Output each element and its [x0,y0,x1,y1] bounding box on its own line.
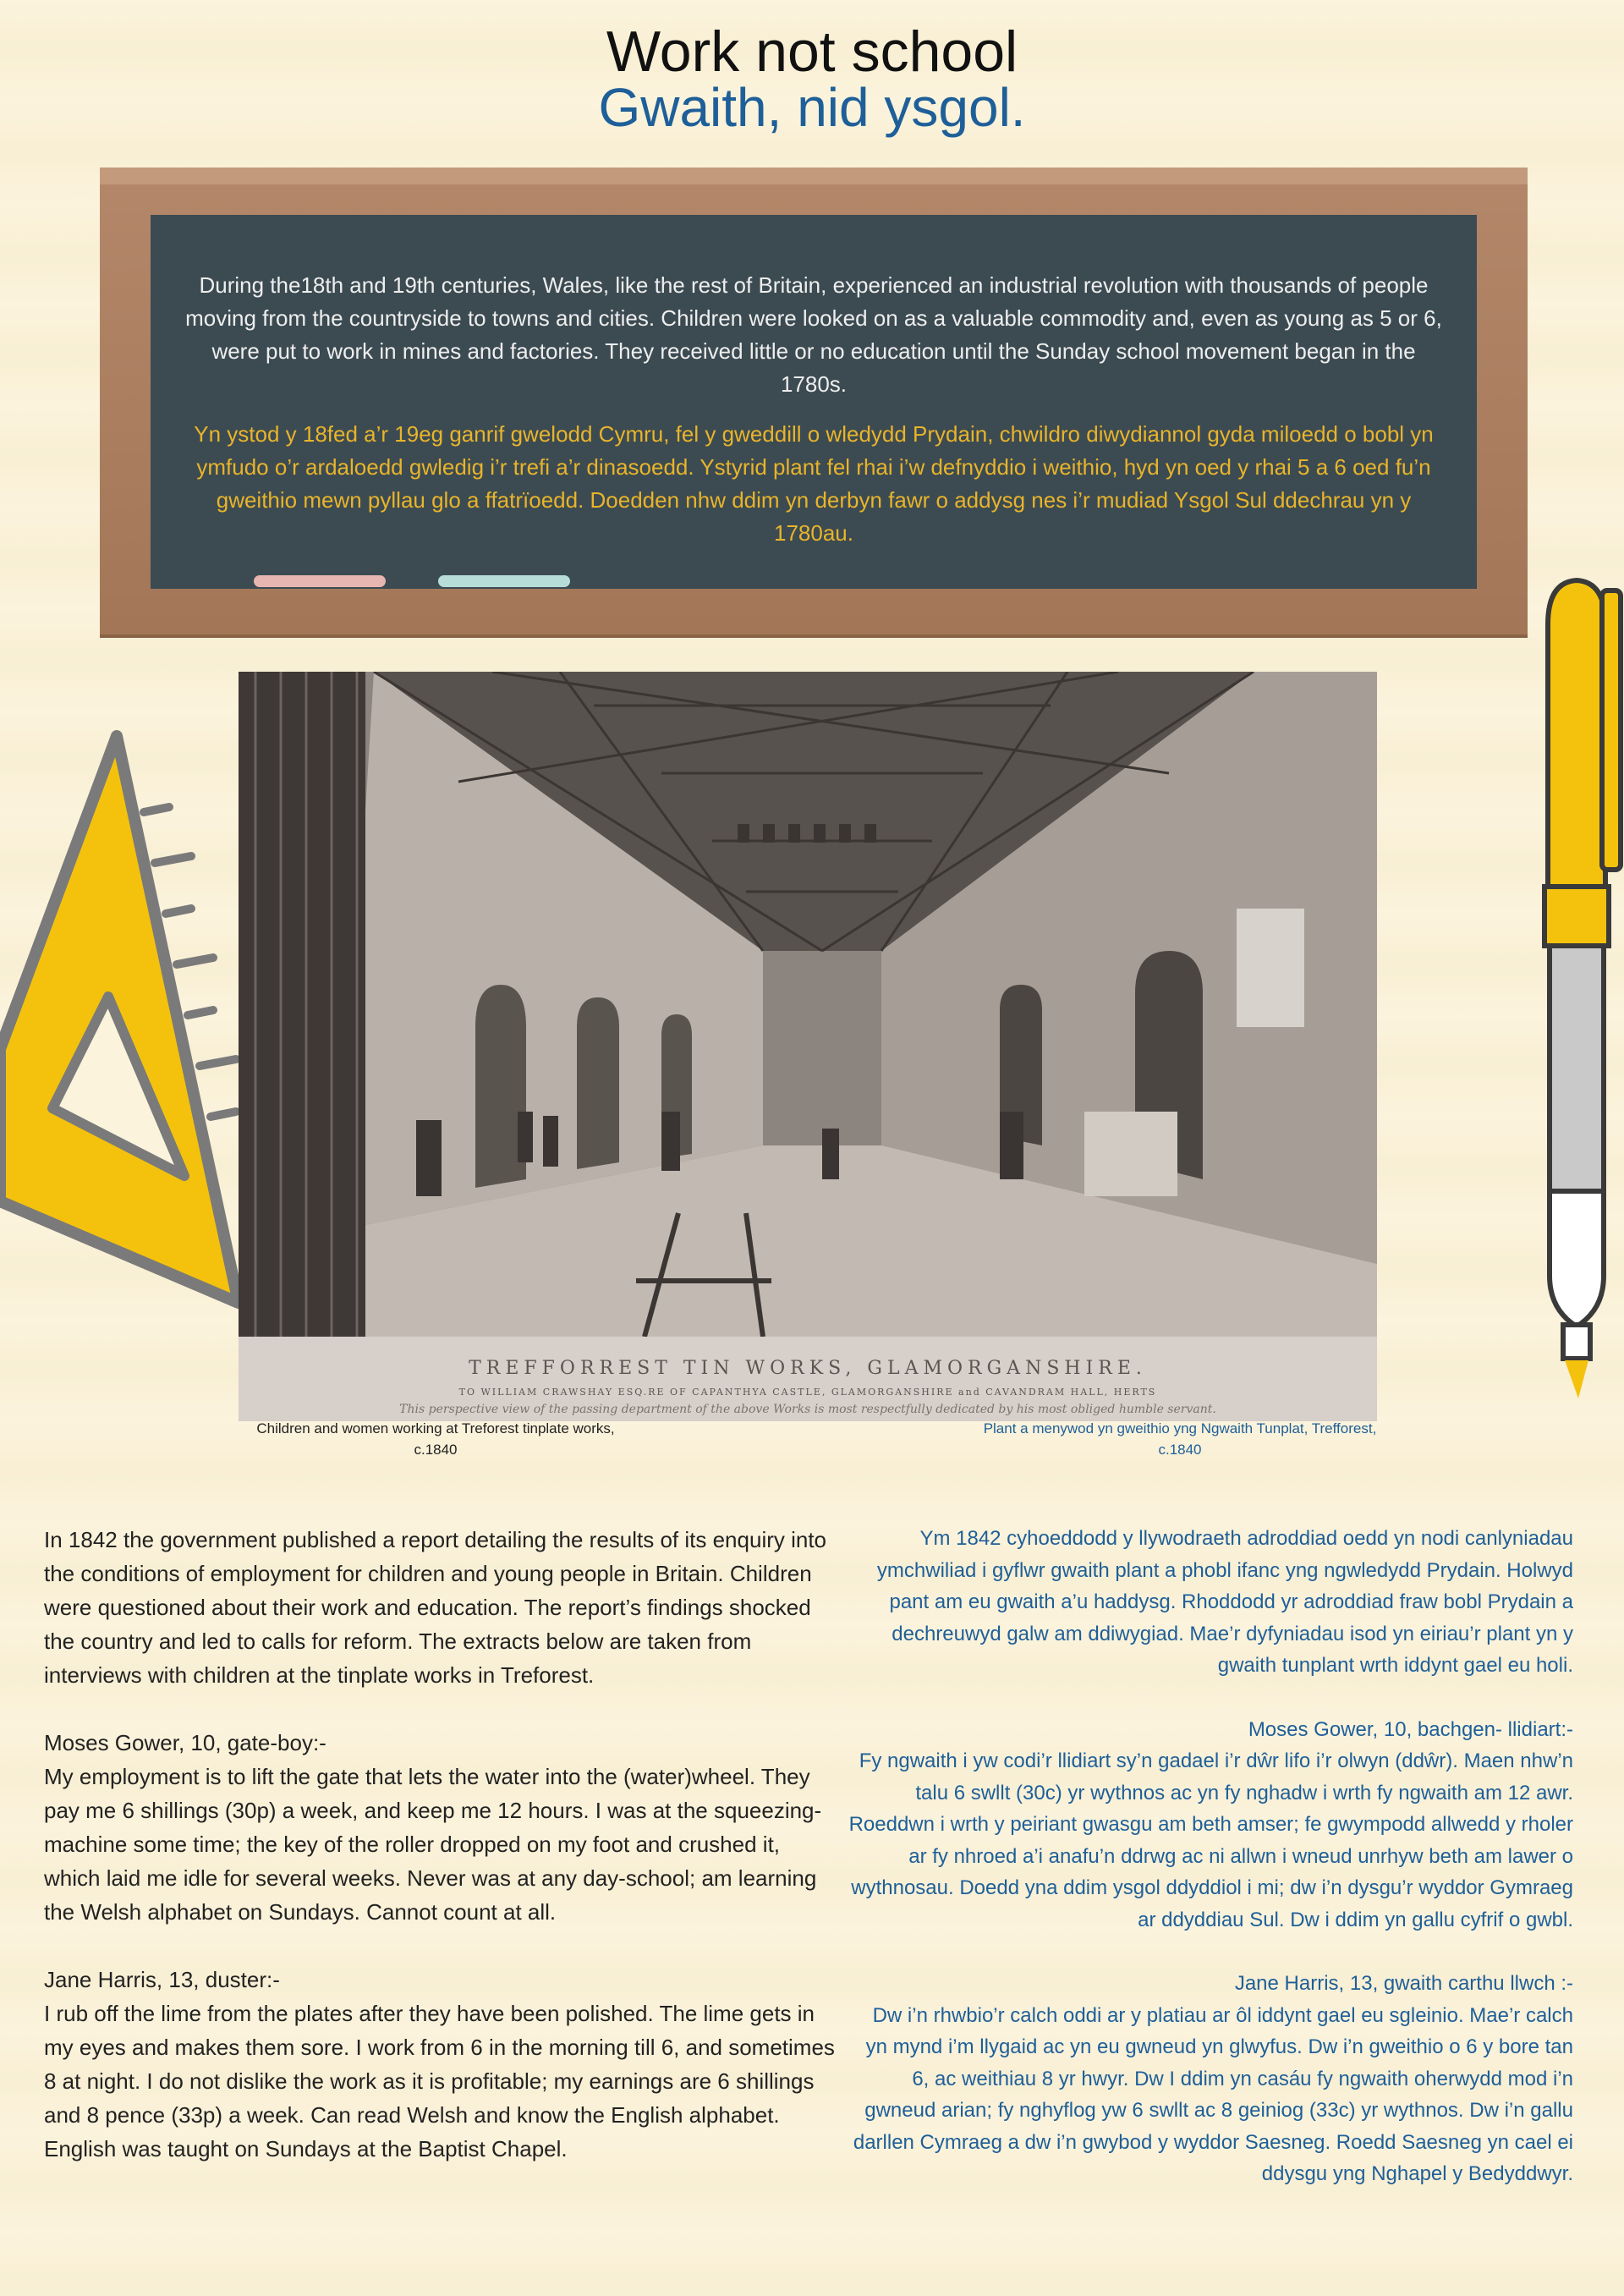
pink-chalk-decoration [254,575,386,587]
welsh-moses-heading: Moses Gower, 10, bachgen- llidiart:- [1248,1717,1573,1741]
blackboard-frame [100,168,1528,634]
blackboard-text-english: During the18th and 19th centuries, Wales, like the rest of Britain, experienced an industrial revolution with thousands of people moving from the countryside to towns and cities. Children were looked on as a valuable commodity and, even as young as 5 or 6, were put to work in mines and factories. They received little or no education until the Sunday school movement began in the 1780s. [185,272,1442,397]
factory-interior-illustration [239,672,1377,1337]
image-caption-welsh: Plant a menywod yn gweithio yng Ngwaith Tunplat, Trefforest, c.1840 [983,1420,1377,1458]
blue-chalk-decoration [438,575,570,587]
welsh-intro: Ym 1842 cyhoeddodd y llywodraeth adroddiad oedd yn nodi canlyniadau ymchwiliad i gyflwr gwaith plant a phobl ifanc yng ngwledydd Prydain. Holwyd pant am eu gwaith a’u haddysg. Rhoddodd yr adroddiad fraw bobl Prydain a dechreuwyd galw am ddiwygiad. Mae’r dyfyniadau isod yn eiriau’r plant yn y gwaith tunplant wrth iddynt gael eu holi. [876,1527,1573,1677]
english-intro: In 1842 the government published a report detailing the results of its enquiry into the conditions of employment for children and young people in Britain. Children were questioned about their work and education. The report’s findings shocked the country and led to calls for reform. The extracts below are taken from interviews with children at the tinplate works in Treforest. [44,1527,827,1688]
welsh-moses-text: Fy ngwaith i yw codi’r llidiart sy’n gadael i’r dŵr lifo i’r olwyn (ddŵr). Maen nhw’n talu 6 swllt (30c) yr wythnos ac yn fy nghadw i wrth fy ngwaith am 12 awr. Roeddwn i wrth y peiriant gwasgu am beth amser; fe gwympodd allwedd y rholer ar fy nhroed a’i anafu’n ddrwg ac ni allwn i wneud unrhyw beth am lawer o wythnosau. Doedd yna ddim ysgol ddyddiol i mi; dw i’n dysgu’r wyddor Gymraeg ar ddyddiau Sul. Dw i ddim yn gallu cyfrif o gwbl. [848,1749,1573,1931]
engraving-dedication: TO WILLIAM CRAWSHAY ESQ.RE OF CAPANTHYA CASTLE, GLAMORGANSHIRE and CAVANDRAM HALL, HERTS [458,1387,1157,1398]
english-column [44,1523,835,2166]
english-jane-heading: Jane Harris, 13, duster:- [44,1967,280,1992]
english-jane-text: I rub off the lime from the plates after they have been polished. The lime gets in my eyes and makes them sore. I work from 6 in the morning till 6, and sometimes 8 at night. I do not dislike the work as it is profitable; my earnings are 6 shillings and 8 pence (33p) a week. Can read Welsh and know the English alphabet. English was taught on Sundays at the Baptist Chapel. [44,2001,835,2161]
image-caption-english: Children and women working at Treforest tinplate works, c.1840 [256,1420,615,1458]
blackboard [151,215,1477,589]
page-title-welsh: Gwaith, nid ysgol. [598,77,1026,138]
engraving-script: This perspective view of the passing department of the above Works is most respectfully dedicated by his most obliged humble servant. [399,1403,1216,1416]
welsh-column [846,1523,1573,2190]
english-moses-text: My employment is to lift the gate that lets the water into the (water)wheel. They pay me 6 shillings (30p) a week, and keep me 12 hours. I was at the squeezing-machine some time; the key of the roller dropped on my foot and crushed it, which laid me idle for several weeks. Never was at any day-school; am learning the Welsh alphabet on Sundays. Cannot count at all. [44,1764,822,1925]
english-moses-heading: Moses Gower, 10, gate-boy:- [44,1730,326,1755]
treforest-tin-works-engraving [239,672,1377,1421]
marker-pen-decoration [1519,565,1624,1411]
set-square-decoration [0,728,254,1320]
page-title-english: Work not school [606,19,1018,84]
engraving-title: TREFFORREST TIN WORKS, GLAMORGANSHIRE. [469,1358,1147,1379]
blackboard-text-welsh: Yn ystod y 18fed a’r 19eg ganrif gwelodd Cymru, fel y gweddill o wledydd Prydain, chwildro diwydiannol gyda miloedd o bobl yn ymfudo o’r ardaloedd gwledig i’r trefi a’r dinasoedd. Ystyrid plant fel rhai i’w defnyddio i weithio, hyd yn oed y rhai 5 a 6 oed fu’n gweithio mewn pyllau glo a ffatrïoedd. Doedden nhw ddim yn derbyn fawr o addysg nes i’r mudiad Ysgol Sul ddechrau yn y 1780au. [194,421,1434,546]
welsh-jane-heading: Jane Harris, 13, gwaith carthu llwch :- [1234,1972,1573,1995]
welsh-jane-text: Dw i’n rhwbio’r calch oddi ar y platiau ar ôl iddynt gael eu sgleinio. Mae’r calch yn mynd i’m llygaid ac yn eu gwneud yn glwyfus. Dw i’n gweithio o 6 y bore tan 6, ac weithiau 8 yr hwyr. Dw I ddim yn casáu fy ngwaith oherwydd mod i’n gwneud arian; fy nghyflog yw 6 swllt ac 8 geiniog (33c) yr wythnos. Dw i’n gallu darllen Cymraeg a dw i’n gwybod y wyddor Saesneg. Roedd Saesneg yn cael ei ddysgu yng Nghapel y Bedyddwyr. [853,2003,1573,2185]
